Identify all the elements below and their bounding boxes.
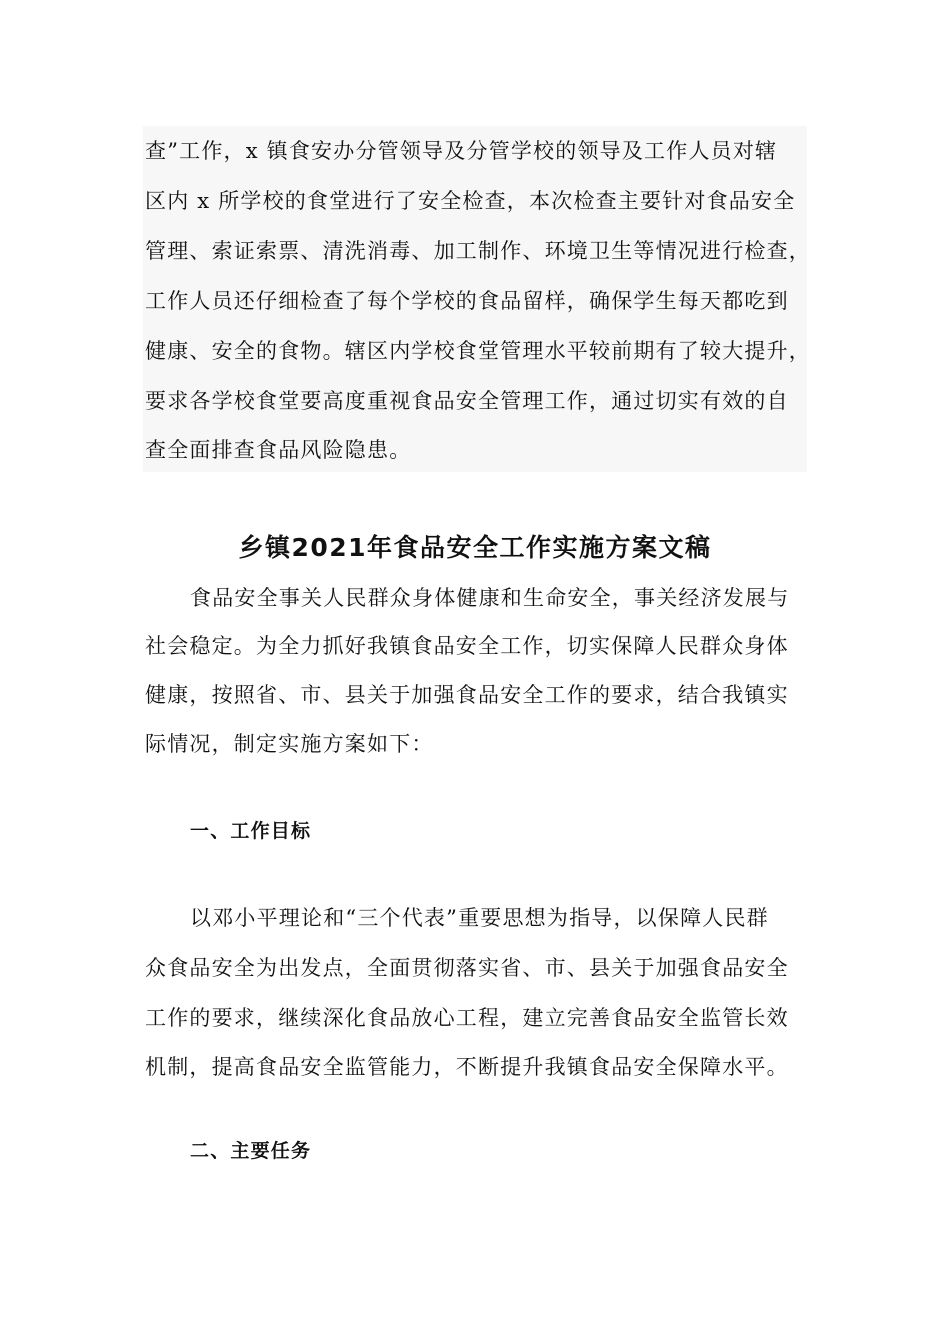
paragraph-line: 食品安全事关人民群众身体健康和生命安全，事关经济发展与 <box>190 586 790 610</box>
paragraph-line: 要求各学校食堂要高度重视食品安全管理工作，通过切实有效的自 <box>145 389 789 413</box>
paragraph-line: 查全面排查食品风险隐患。 <box>145 438 412 462</box>
paragraph-line: 众食品安全为出发点，全面贯彻落实省、市、县关于加强食品安全 <box>145 956 789 980</box>
document-title: 乡镇2021年食品安全工作实施方案文稿 <box>238 533 712 562</box>
paragraph-line: 工作的要求，继续深化食品放心工程，建立完善食品安全监管长效 <box>145 1006 789 1030</box>
section-heading-tasks: 二、主要任务 <box>190 1140 312 1162</box>
paragraph-line: 健康，按照省、市、县关于加强食品安全工作的要求，结合我镇实 <box>145 683 789 707</box>
paragraph-line: 区内 x 所学校的食堂进行了安全检查，本次检查主要针对食品安全 <box>145 189 796 213</box>
paragraph-line: 际情况，制定实施方案如下： <box>145 732 434 756</box>
paragraph-line: 健康、安全的食物。辖区内学校食堂管理水平较前期有了较大提升， <box>145 339 811 363</box>
paragraph-line: 查”工作，x 镇食安办分管领导及分管学校的领导及工作人员对辖 <box>145 139 778 163</box>
section-heading-goals: 一、工作目标 <box>190 820 312 842</box>
paragraph-line: 管理、索证索票、清洗消毒、加工制作、环境卫生等情况进行检查， <box>145 239 811 263</box>
paragraph-line: 机制，提高食品安全监管能力，不断提升我镇食品安全保障水平。 <box>145 1055 789 1079</box>
paragraph-line: 社会稳定。为全力抓好我镇食品安全工作，切实保障人民群众身体 <box>145 634 789 658</box>
paragraph-line: 工作人员还仔细检查了每个学校的食品留样，确保学生每天都吃到 <box>145 289 789 313</box>
paragraph-line: 以邓小平理论和“三个代表”重要思想为指导，以保障人民群 <box>190 906 769 930</box>
